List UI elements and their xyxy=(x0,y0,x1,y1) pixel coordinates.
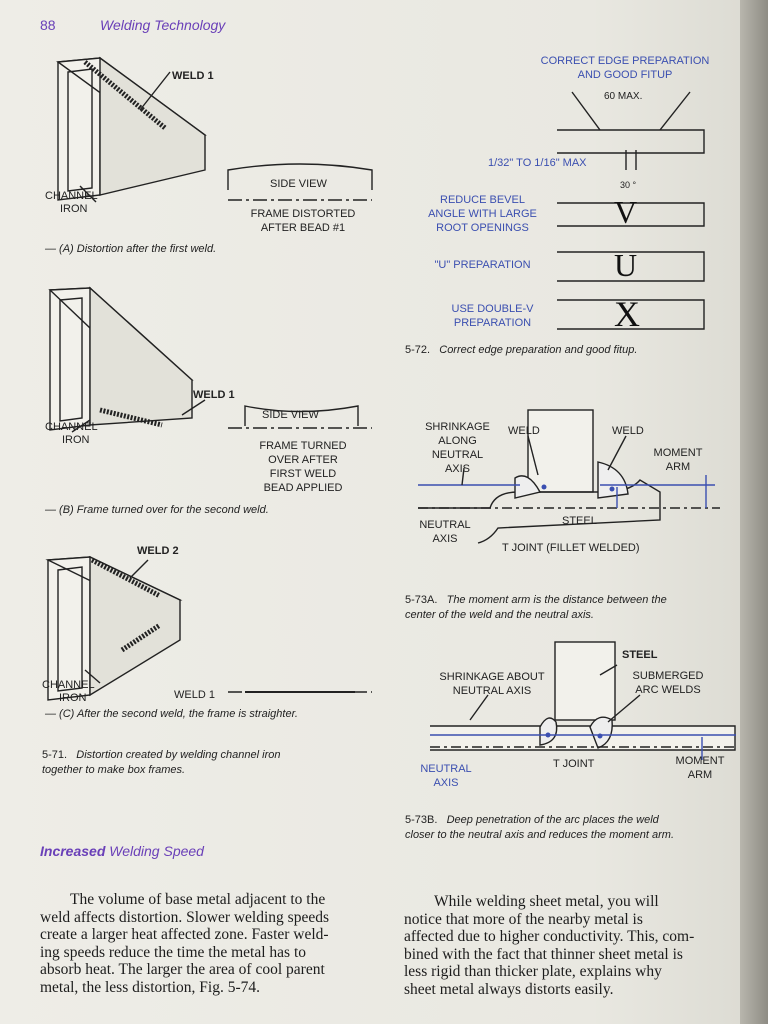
weld-right-label: WELD xyxy=(612,425,644,437)
weld-1-label-b: WELD 1 xyxy=(193,389,235,401)
text-line: create a larger heat affected zone. Faster weld- xyxy=(40,926,329,943)
text-line: ing speeds reduce the time the metal has to xyxy=(40,943,306,961)
label-line: ANGLE WITH LARGE xyxy=(428,208,537,220)
text-line: metal, the less distortion, Fig. 5-74. xyxy=(40,978,260,996)
label-line: AXIS xyxy=(433,777,459,789)
tjoint-fillet-label: T JOINT (FILLET WELDED) xyxy=(502,542,640,554)
caption-line: center of the weld and the neutral axis. xyxy=(405,609,594,621)
label-line: ALONG xyxy=(438,435,477,447)
label-line: AXIS xyxy=(432,533,458,545)
channel-iron-label-c xyxy=(42,679,95,705)
label-line: NEUTRAL xyxy=(419,519,471,531)
label-line: SUBMERGED xyxy=(632,670,704,682)
moment-arm-label-b xyxy=(670,754,730,782)
text-line: sheet metal always distorts easily. xyxy=(404,980,614,998)
body-text-right xyxy=(404,893,736,998)
label-line: AXIS xyxy=(444,463,471,475)
body-text-left xyxy=(40,891,373,996)
frame-turned-note xyxy=(248,439,358,495)
caption-c: — (C) After the second weld, the frame is straighter. xyxy=(45,708,298,720)
double-v-label xyxy=(430,302,555,330)
caption-line: Distortion created by welding channel iron xyxy=(76,749,281,761)
text-line: absorb heat. The larger the area of cool parent xyxy=(40,961,325,978)
caption-line: Deep penetration of the arc places the weld xyxy=(446,814,659,826)
title-line: AND GOOD FITUP xyxy=(577,69,673,81)
gap-label: 1/32" TO 1/16" MAX xyxy=(488,157,587,169)
label-line: REDUCE BEVEL xyxy=(440,194,525,206)
label-line: MOMENT xyxy=(653,447,703,459)
edge-prep-title xyxy=(520,54,730,82)
frame-distorted-note xyxy=(238,207,368,235)
text-line: affected due to higher conductivity. This, com- xyxy=(404,928,695,945)
iron-line: IRON xyxy=(59,692,87,704)
u-prep-label: "U" PREPARATION xyxy=(434,259,531,271)
channel-iron-drawing-b xyxy=(50,288,205,432)
title-line: CORRECT EDGE PREPARATION xyxy=(540,55,710,67)
side-view-label-a: SIDE VIEW xyxy=(270,178,327,190)
tjoint-label-b: T JOINT xyxy=(553,758,595,770)
caption-b: — (B) Frame turned over for the second weld. xyxy=(45,504,269,516)
label-line: ARM xyxy=(665,461,691,473)
channel-iron-label-b xyxy=(45,421,98,447)
letter-u: U xyxy=(614,247,638,283)
letter-x: X xyxy=(614,294,640,334)
note-line: FIRST WELD xyxy=(269,468,337,480)
note-line: OVER AFTER xyxy=(268,454,338,466)
shrinkage-label-b xyxy=(432,670,552,698)
label-line: NEUTRAL AXIS xyxy=(452,685,532,697)
label-line: NEUTRAL xyxy=(431,449,484,461)
moment-arm-label-a xyxy=(648,446,708,474)
text-line: The volume of base metal adjacent to the xyxy=(70,891,326,908)
reduce-bevel-label xyxy=(420,193,545,235)
caption-a: — (A) Distortion after the first weld. xyxy=(45,243,217,255)
weld-1-label-c: WELD 1 xyxy=(174,689,215,701)
fig-number: 5-71. xyxy=(42,749,68,761)
label-line: PREPARATION xyxy=(453,317,532,329)
side-view-label-b: SIDE VIEW xyxy=(262,409,319,421)
fig-5-71-caption xyxy=(42,748,280,778)
heading-rest: Welding Speed xyxy=(105,843,204,859)
running-header: Welding Technology xyxy=(100,17,226,33)
channel-line: CHANNEL xyxy=(42,679,95,691)
caption-line: Correct edge preparation and good fitup. xyxy=(439,344,638,356)
fig-5-73a-caption xyxy=(405,593,667,623)
text-line: less rigid than thicker plate, explains why xyxy=(404,963,662,980)
fig-number: 5-73A. xyxy=(405,594,438,606)
label-line: ROOT OPENINGS xyxy=(436,222,529,234)
letter-v: V xyxy=(614,194,638,230)
caption-line: closer to the neutral axis and reduces the moment arm. xyxy=(405,829,675,841)
label-line: ARM xyxy=(687,769,713,781)
fig-number: 5-72. xyxy=(405,344,431,356)
text-line: weld affects distortion. Slower welding speeds xyxy=(40,908,329,926)
text-line: notice that more of the nearby metal is xyxy=(404,910,643,928)
label-line: SHRINKAGE xyxy=(425,421,490,433)
fig-5-73b-caption xyxy=(405,813,674,843)
text-line: While welding sheet metal, you will xyxy=(434,893,659,910)
text-line: bined with the fact that thinner sheet metal is xyxy=(404,945,683,963)
heading-bold: Increased xyxy=(40,843,106,859)
angle-label: 60 MAX. xyxy=(604,91,643,102)
fig-number: 5-73B. xyxy=(405,814,438,826)
note-line: AFTER BEAD #1 xyxy=(260,222,346,234)
channel-line: CHANNEL xyxy=(45,421,98,433)
steel-label-a: STEEL xyxy=(562,515,597,527)
neutral-axis-label-a xyxy=(416,518,474,546)
note-line: FRAME DISTORTED xyxy=(250,208,356,220)
neutral-axis-label-b xyxy=(420,762,472,790)
note-line: BEAD APPLIED xyxy=(263,482,343,494)
page-number: 88 xyxy=(40,17,56,33)
caption-line: together to make box frames. xyxy=(42,764,186,776)
weld-2-label: WELD 2 xyxy=(137,545,179,557)
label-line: ARC WELDS xyxy=(635,684,701,696)
small-angle-label: 30 ° xyxy=(620,180,637,190)
fig-5-72-caption xyxy=(405,344,637,356)
steel-label-b: STEEL xyxy=(622,649,658,661)
label-line: USE DOUBLE-V xyxy=(451,303,534,315)
weld-1-label-a: WELD 1 xyxy=(172,70,214,82)
shrinkage-label-a xyxy=(420,420,495,476)
channel-line: CHANNEL xyxy=(45,190,98,202)
label-line: NEUTRAL xyxy=(420,763,472,775)
iron-line: IRON xyxy=(60,203,88,215)
tjoint-submerged-drawing xyxy=(430,642,736,760)
submerged-arc-label xyxy=(628,669,708,697)
label-line: SHRINKAGE ABOUT xyxy=(439,671,545,683)
label-line: MOMENT xyxy=(675,755,725,767)
channel-iron-label-a xyxy=(45,190,98,216)
iron-line: IRON xyxy=(62,434,90,446)
note-line: FRAME TURNED xyxy=(259,440,347,452)
weld-left-label: WELD xyxy=(508,425,540,437)
caption-line: The moment arm is the distance between the xyxy=(446,594,667,606)
section-heading xyxy=(40,843,204,859)
